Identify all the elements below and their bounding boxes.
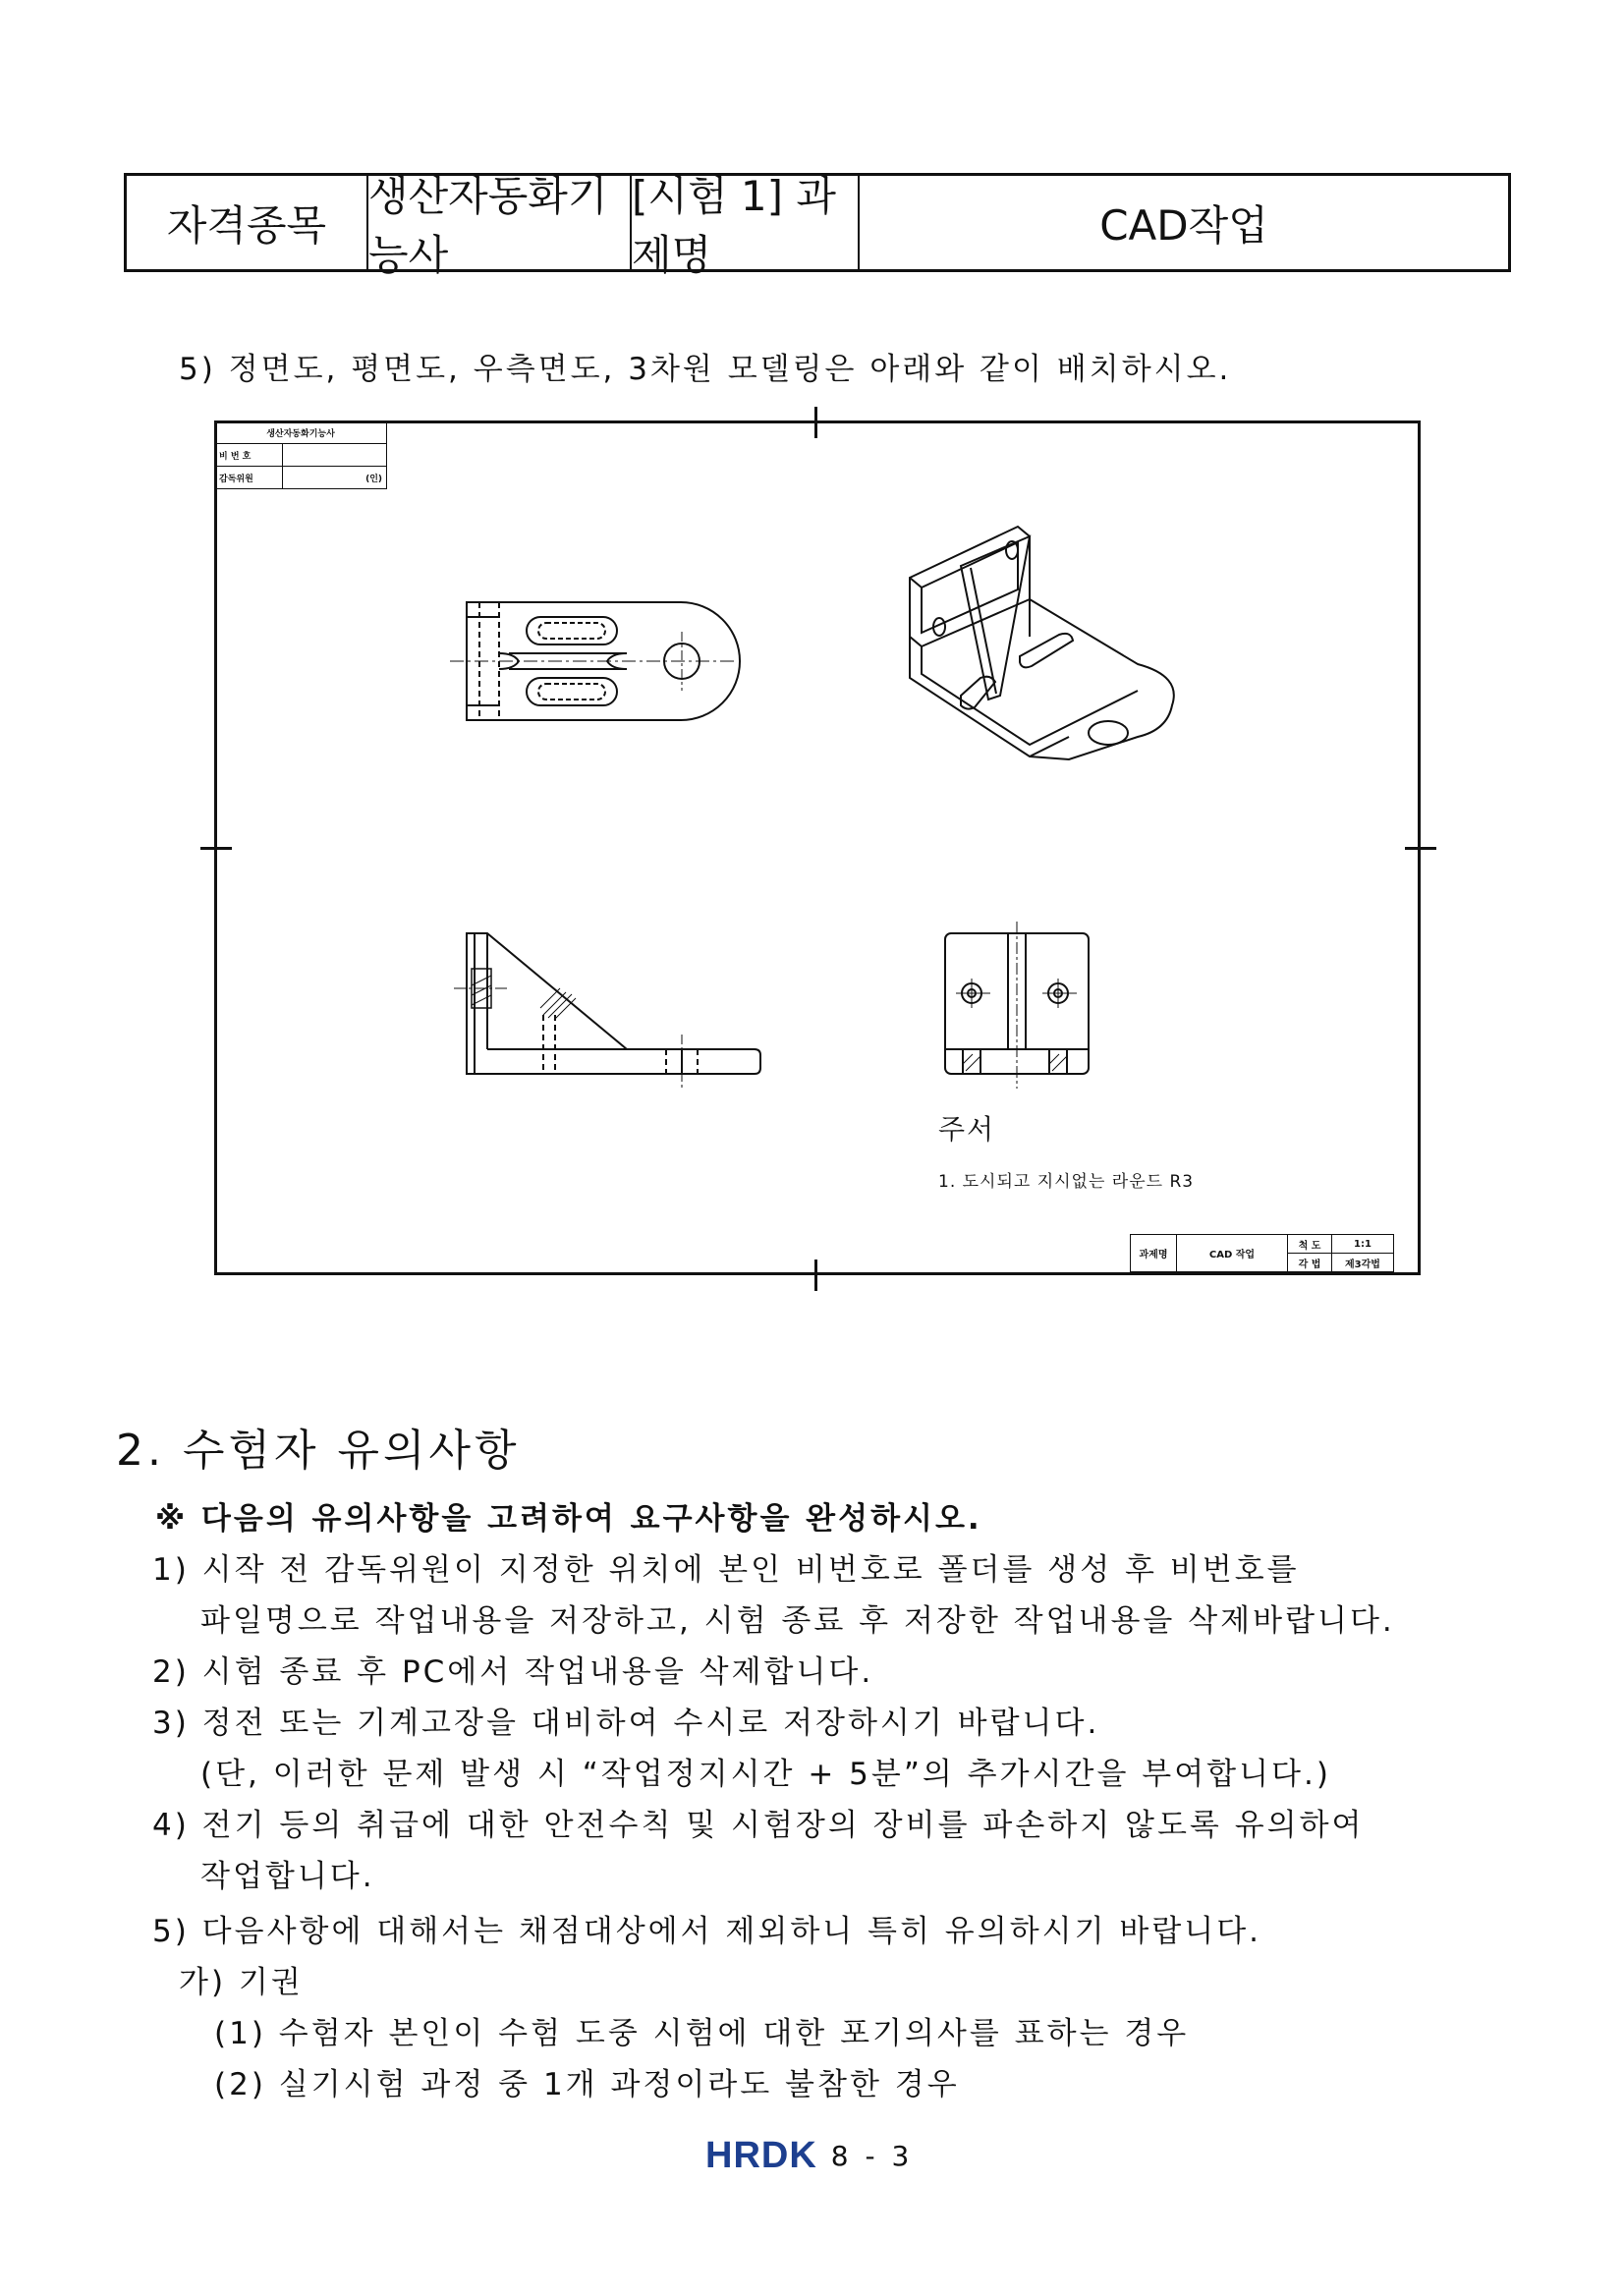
note-line-1b: 파일명으로 작업내용을 저장하고, 시험 종료 후 저장한 작업내용을 삭제바랍니다. xyxy=(200,1603,1395,1639)
part-label-task: 과제명 xyxy=(1131,1235,1177,1272)
hrdk-logo: HRDK xyxy=(705,2135,817,2176)
header-task-value: CAD작업 xyxy=(1099,200,1268,250)
right-side-view xyxy=(945,922,1089,1089)
part-task-value: CAD 작업 xyxy=(1177,1235,1288,1272)
part-scale-value: 1:1 xyxy=(1332,1235,1394,1254)
note-line-5a1: (1) 수험자 본인이 수험 도중 시험에 대한 포기의사를 표하는 경우 xyxy=(214,2016,1190,2051)
note-line-5a2: (2) 실기시험 과정 중 1개 과정이라도 불참한 경우 xyxy=(214,2067,960,2102)
header-label-subject: 자격종목 xyxy=(127,176,368,269)
page-footer xyxy=(705,2135,913,2177)
note-line-5a: 가) 기권 xyxy=(179,1965,304,2000)
note-line-1: 1) 시작 전 감독위원이 지정한 위치에 본인 비번호로 폴더를 생성 후 비번호를 xyxy=(152,1552,1300,1588)
section-title: 2. 수험자 유의사항 xyxy=(116,1426,521,1476)
sheet-part-block xyxy=(1130,1234,1394,1272)
header-subject-value: 생산자동화기능사 xyxy=(368,176,632,269)
title-block-label-number: 비 번 호 xyxy=(215,444,283,467)
note-line-5: 5) 다음사항에 대해서는 채점대상에서 제외하니 특히 유의하시기 바랍니다. xyxy=(152,1914,1262,1949)
header-table xyxy=(124,171,1511,279)
title-block-label-supervisor: 감독위원 xyxy=(215,467,283,489)
note-line-2: 2) 시험 종료 후 PC에서 작업내용을 삭제합니다. xyxy=(152,1654,874,1690)
part-label-projection: 각 법 xyxy=(1288,1254,1332,1272)
technical-drawing xyxy=(214,420,1421,1275)
note-line-3: 3) 정전 또는 기계고장을 대비하여 수시로 저장하시기 바랍니다. xyxy=(152,1706,1100,1741)
notes-title: 주서 xyxy=(938,1113,996,1146)
section-intro: ※ 다음의 유의사항을 고려하여 요구사항을 완성하시오. xyxy=(155,1501,982,1537)
page-number: 8 - 3 xyxy=(830,2140,914,2172)
part-projection-value: 제3각법 xyxy=(1332,1254,1394,1272)
part-label-scale: 척 도 xyxy=(1288,1235,1332,1254)
note-line-4b: 작업합니다. xyxy=(200,1859,375,1894)
instruction-5: 5) 정면도, 평면도, 우측면도, 3차원 모델링은 아래와 같이 배치하시오. xyxy=(179,352,1232,387)
title-block-sign: (인) xyxy=(283,467,387,489)
front-view xyxy=(454,933,760,1089)
title-block-title: 생산자동화기능사 xyxy=(215,421,387,444)
notes-item: 1. 도시되고 지시없는 라운드 R3 xyxy=(938,1172,1195,1192)
plan-view xyxy=(450,602,740,720)
note-line-3b: (단, 이러한 문제 발생 시 “작업정지시간 + 5분”의 추가시간을 부여합니다.) xyxy=(200,1757,1331,1792)
isometric-view xyxy=(910,527,1174,759)
header-label-task: [시험 1] 과제명 xyxy=(632,176,860,269)
note-line-4: 4) 전기 등의 취급에 대한 안전수칙 및 시험장의 장비를 파손하지 않도록 유의하여 xyxy=(152,1808,1365,1843)
